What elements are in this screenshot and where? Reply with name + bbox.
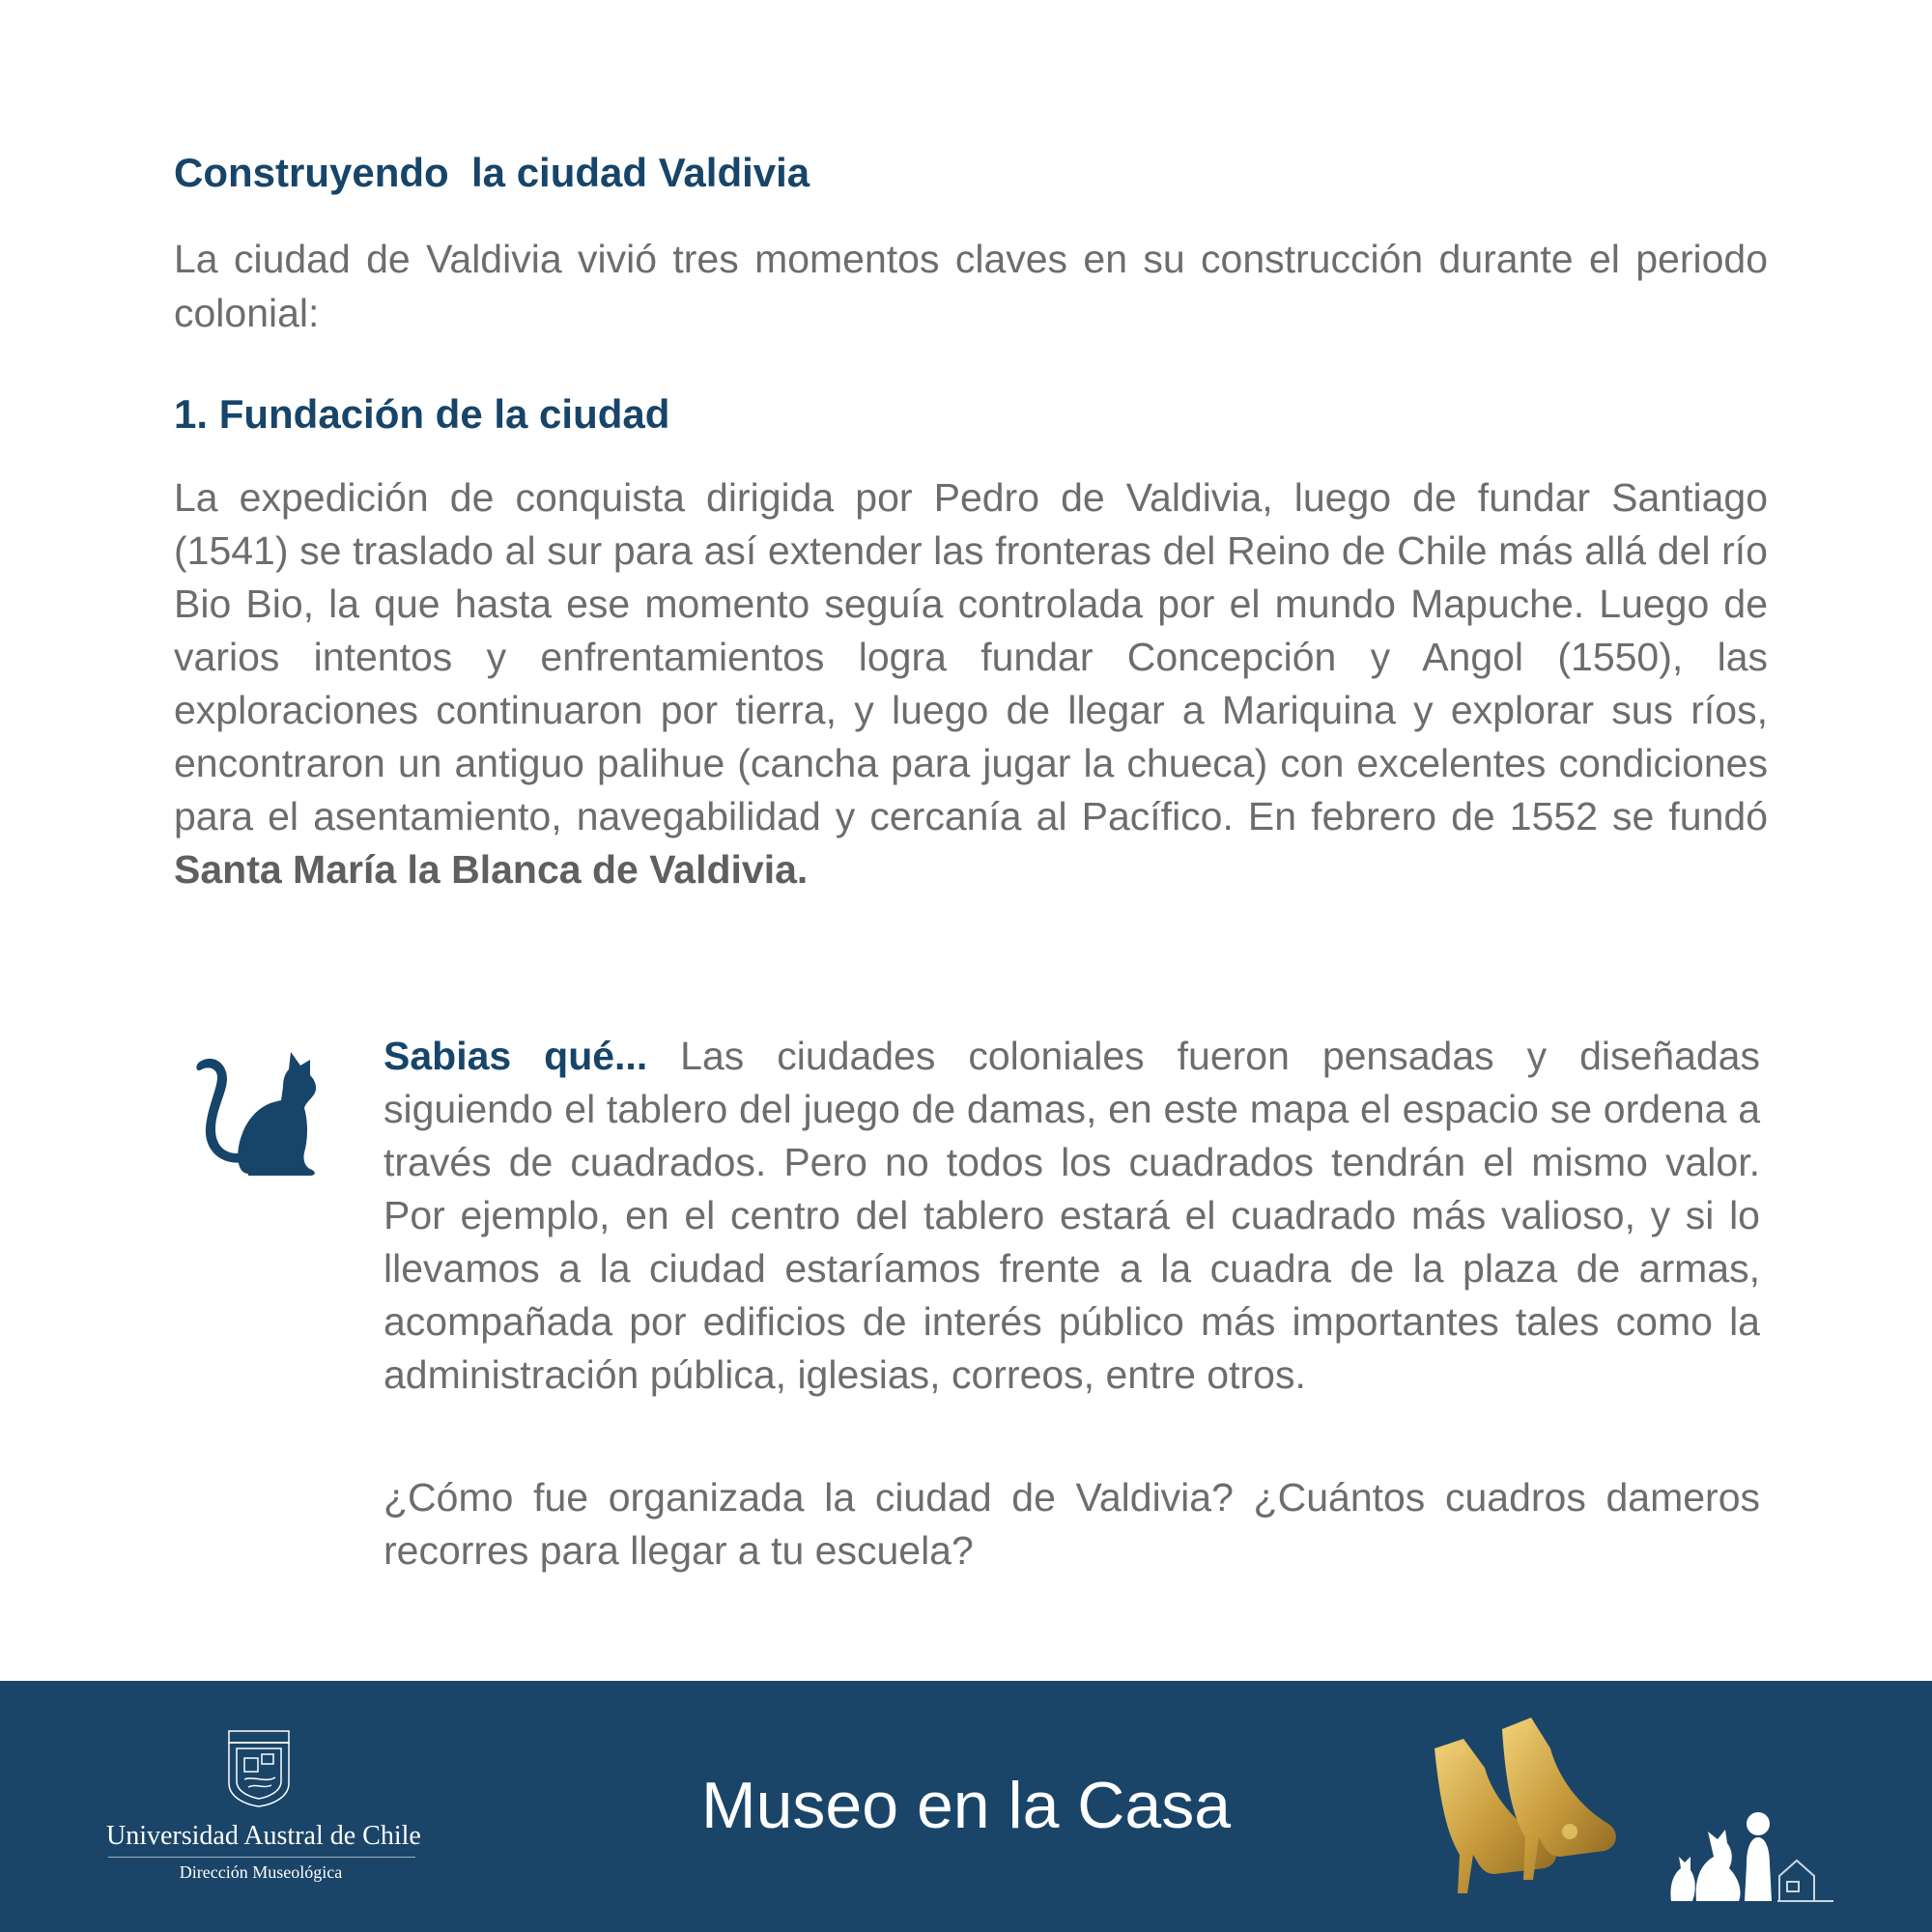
brand-title: Museo en la Casa bbox=[700, 1769, 1232, 1842]
footer-band bbox=[0, 1681, 1932, 1932]
section-body bbox=[174, 471, 1768, 896]
university-crest-icon bbox=[225, 1729, 293, 1808]
family-silhouette-icon bbox=[1662, 1797, 1835, 1903]
question-paragraph: ¿Cómo fue organizada la ciudad de Valdivia? ¿Cuántos cuadros dameros recorres para llegar a tu escuela? bbox=[384, 1475, 1760, 1573]
university-name: Universidad Austral de Chile bbox=[106, 1821, 421, 1851]
golden-shoes-image bbox=[1425, 1710, 1628, 1913]
did-you-know-lead: Sabias qué... bbox=[384, 1034, 648, 1078]
cat-icon bbox=[188, 1038, 333, 1183]
university-department: Dirección Museológica bbox=[179, 1862, 343, 1882]
intro-paragraph: La ciudad de Valdivia vivió tres momentos claves en su construcción durante el periodo colonial: bbox=[174, 237, 1768, 335]
did-you-know-paragraph bbox=[384, 1030, 1760, 1402]
did-you-know-text: Las ciudades coloniales fueron pensadas y diseñadas siguiendo el tablero del juego de damas, en este mapa el espacio se ordena a través de cuadrados. Pero no todos los cuadrados tendrán el mismo valor. Por ejemplo, en el centro del tablero estará el cuadrado más valioso, y si lo llevamos a la ciudad estaríamos frente a la cuadra de la plaza de armas, acompañada por edificios de interés público más importantes tales como la administración pública, iglesias, correos, entre otros. bbox=[384, 1034, 1760, 1397]
section-body-emphasis: Santa María la Blanca de Valdivia. bbox=[174, 847, 809, 892]
page-title: Construyendo la ciudad Valdivia bbox=[174, 150, 810, 195]
university-divider bbox=[108, 1857, 415, 1858]
section-body-text: La expedición de conquista dirigida por Pedro de Valdivia, luego de fundar Santiago (1541) se traslado al sur para así extender las fronteras del Reino de Chile más allá del río Bio Bio, la que hasta ese momento seguía controlada por el mundo Mapuche. Luego de varios intentos y enfrentamientos logra fundar Concepción y Angol (1550), las exploraciones continuaron por tierra, y luego de llegar a Mariquina y explorar sus ríos, encontraron un antiguo palihue (cancha para jugar la chueca) con excelentes condiciones para el asentamiento, navegabilidad y cercanía al Pacífico. En febrero de 1552 se fundó bbox=[174, 475, 1768, 838]
section-title: 1. Fundación de la ciudad bbox=[174, 391, 670, 437]
